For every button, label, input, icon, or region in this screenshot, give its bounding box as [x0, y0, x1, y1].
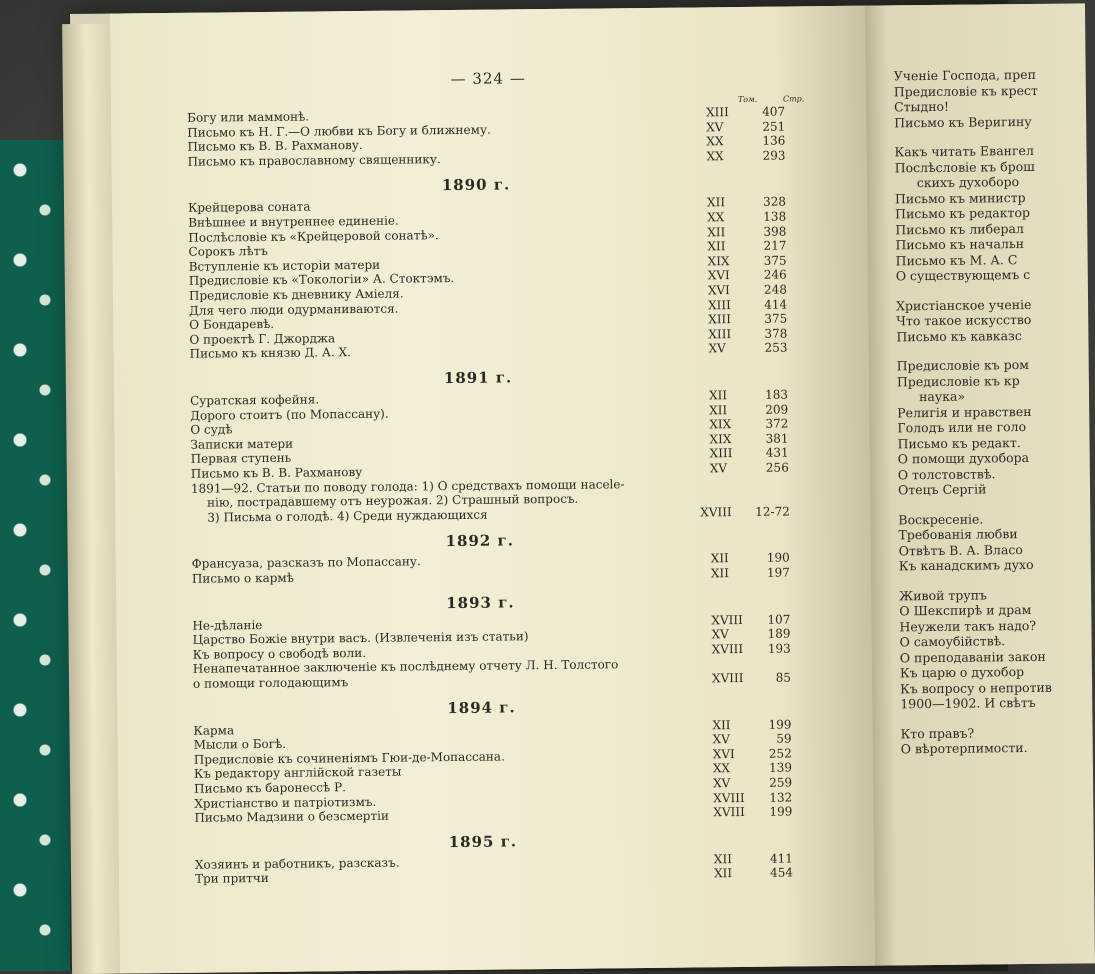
right-page-line: 1900—1902. И свѣтъ — [900, 694, 1036, 712]
right-page-line: О преподаваніи закон — [899, 648, 1046, 665]
toc-entry-page: 372 — [765, 416, 789, 431]
toc-entry-volume: XVIII — [711, 670, 744, 686]
year-heading: 1894 г. — [447, 697, 516, 717]
toc-entry-volume: XIII — [708, 312, 732, 327]
toc-entry-title: Три притчи — [194, 871, 269, 887]
toc-entry-page: 256 — [765, 460, 789, 475]
open-book — [70, 4, 1052, 974]
right-page-line: Предисловіе къ крест — [893, 82, 1039, 99]
toc-entry-title: Письмо къ В. В. Рахманову. — [187, 138, 363, 154]
right-page-line: Письмо къ министр — [894, 189, 1026, 206]
toc-entry-volume: XV — [706, 119, 724, 134]
toc-entry-volume: XVIII — [700, 504, 732, 520]
right-page-line: Воскресеніе. — [898, 510, 984, 527]
right-page-line: Письмо къ кавказс — [896, 327, 1022, 344]
toc-entry-volume: XVIII — [711, 612, 743, 627]
toc-multiline-text: 1891—92. Статьи по поводу голода: 1) О средствахъ помощи насele- — [190, 476, 625, 496]
toc-multiline-text: 3) Письма о голодѣ. 4) Среди нуждающихся — [207, 507, 488, 525]
toc-entry-title: Богу или маммонѣ. — [187, 109, 310, 125]
toc-entry-volume: XII — [707, 239, 726, 254]
right-page-line: Христіанское ученіе — [896, 296, 1032, 313]
right-page-line: Что такое искусство — [896, 311, 1032, 329]
toc-entry-page: 398 — [763, 224, 787, 239]
right-page-line: Предисловіе къ кр — [896, 372, 1020, 389]
toc-entry-volume: XIII — [708, 297, 731, 312]
toc-entry-page: 139 — [768, 760, 793, 776]
toc-entry-page: 183 — [765, 387, 789, 402]
toc-entry-title: Письмо къ Н. Г.—О любви къ Богу и ближнему. — [187, 122, 491, 140]
right-page-line: Голодъ или не голо — [897, 419, 1027, 436]
toc-entry-page: 259 — [769, 775, 793, 790]
toc-entry-volume: XVI — [712, 746, 735, 762]
toc-entry-page: 328 — [763, 194, 787, 210]
right-page-line: скихъ духоборо — [916, 174, 1020, 191]
toc-entry-volume: XII — [712, 717, 731, 732]
toc-entry-page: 85 — [775, 670, 792, 685]
toc-entry-title: о помощи голодающимъ — [192, 675, 349, 691]
toc-entry-page: 12-72 — [755, 504, 790, 519]
right-page-line: О самоубійствѣ. — [899, 633, 1006, 650]
right-page-line: Отвѣтъ В. А. Власо — [898, 541, 1023, 558]
right-page-line: Къ царю о духобор — [899, 664, 1025, 681]
year-heading: 1890 г. — [441, 175, 511, 195]
toc-entry-page: 197 — [766, 565, 790, 580]
toc-entry-title: Крейцерова соната — [187, 199, 311, 216]
right-page-line: О вѣротерпимости. — [900, 740, 1028, 757]
toc-entry-volume: XX — [706, 134, 724, 149]
toc-entry-title: Записки матери — [190, 436, 294, 452]
toc-entry-volume: XX — [707, 210, 725, 225]
volume-column-header: Том. — [737, 94, 758, 105]
toc-entry-title: Карма — [193, 722, 235, 738]
toc-entry-page: 252 — [768, 746, 792, 761]
toc-entry-page: 414 — [764, 297, 788, 312]
toc-entry-title: О судѣ — [190, 422, 233, 437]
toc-entry-page: 381 — [765, 431, 789, 446]
toc-entry-title: Письмо о кармѣ — [191, 570, 295, 586]
toc-entry-page: 189 — [767, 626, 791, 641]
toc-entry-title: Хозяинъ и работникъ, разсказъ. — [194, 855, 400, 872]
toc-entry-volume: XIX — [709, 431, 732, 447]
toc-entry-title: Предисловіе къ «Токологіи» А. Стоктэмъ. — [188, 271, 455, 289]
toc-entry-title: Суратская кофейня. — [189, 392, 320, 408]
toc-entry-title: Предисловіе къ дневнику Амiеля. — [188, 286, 404, 303]
toc-entry-page: 132 — [769, 790, 793, 805]
right-page-line: Ученіе Господа, преп — [893, 66, 1036, 84]
toc-entry-page: 454 — [770, 865, 794, 881]
toc-entry-page: 193 — [767, 641, 791, 656]
right-page-line: О существующемъ с — [895, 266, 1031, 284]
toc-entry-volume: XII — [706, 195, 726, 210]
right-page-line: О Шекспирѣ и драм — [899, 601, 1032, 619]
toc-entry-volume: XIII — [708, 326, 732, 342]
toc-entry-volume: XV — [709, 461, 728, 476]
toc-entry-page: 217 — [763, 238, 787, 253]
toc-entry-title: Первая ступень — [190, 451, 292, 467]
toc-entry-title: Письмо къ В. В. Рахманову — [190, 464, 363, 481]
toc-entry-title: Внѣшнее и внутреннее единеніе. — [188, 213, 399, 230]
toc-entry-title: Письмо къ православному священнику. — [187, 151, 441, 169]
toc-entry-title: Письмо къ баронессѣ Р. — [194, 780, 346, 796]
toc-entry-title: Не-дѣланіе — [192, 617, 263, 633]
toc-entry-page: 209 — [765, 402, 789, 417]
toc-entry-volume: XX — [706, 148, 724, 164]
right-page-line: Письмо къ редактор — [895, 204, 1031, 222]
toc-entry-title: Предисловіе къ сочиненіямъ Гюи-де-Мопассана. — [193, 749, 505, 767]
toc-entry-page: 107 — [767, 612, 791, 627]
toc-entry-title: Письмо Мадзини о безсмертіи — [194, 808, 389, 825]
right-page-line: Къ канадскимъ духо — [898, 556, 1034, 574]
toc-entry-volume: XIII — [705, 105, 729, 120]
toc-entry-page: 375 — [764, 311, 788, 326]
toc-entry-volume: XV — [713, 776, 731, 791]
toc-entry-title: Христіанство и патріотизмъ. — [194, 794, 377, 811]
right-page-line: Письмо къ редакт. — [897, 434, 1021, 451]
toc-entry-volume: XIX — [707, 253, 730, 269]
right-page-line: Письмо къ начальн — [895, 236, 1025, 253]
right-page-line: О толстовствѣ. — [897, 465, 996, 482]
right-page-line: Отецъ Сергій — [897, 481, 987, 498]
toc-entry-page: 378 — [764, 326, 788, 341]
toc-entry-title: Для чего люди одурманиваются. — [189, 301, 399, 318]
right-page-line: Кто правъ? — [900, 725, 975, 741]
toc-entry-title: Дорого стоитъ (по Мопассану). — [190, 406, 389, 423]
toc-entry-volume: XVIII — [711, 641, 744, 657]
toc-entry-title: Сорокъ лѣтъ — [188, 244, 268, 259]
left-page — [110, 6, 875, 974]
toc-entry-volume: XII — [708, 388, 728, 403]
right-page-line: Стыдно! — [893, 98, 950, 115]
right-page-line: Неужели такъ надо? — [899, 617, 1037, 634]
right-page-line: Послѣсловіе къ брош — [894, 158, 1035, 175]
toc-entry-page: 375 — [763, 253, 787, 268]
toc-entry-title: Вступленіе къ исторіи матери — [188, 257, 381, 274]
toc-entry-volume: XIII — [709, 446, 733, 461]
toc-entry-volume: XV — [711, 627, 729, 642]
toc-entry-volume: XII — [709, 402, 728, 417]
toc-entry-page: 246 — [763, 267, 787, 283]
right-page-line: наука» — [918, 388, 966, 405]
toc-entry-page: 293 — [762, 148, 786, 163]
year-heading: 1891 г. — [443, 368, 513, 388]
right-page-line: О помощи духобора — [897, 449, 1030, 467]
toc-entry-title: Мысли о Богѣ. — [193, 736, 287, 752]
toc-entry-title: Царство Божіе внутри васъ. (Извлеченія изъ статьи) — [192, 629, 529, 647]
right-page-line: Письмо къ либерал — [895, 220, 1024, 237]
toc-entry-page: 431 — [765, 445, 789, 461]
toc-entry-volume: XV — [708, 341, 726, 356]
right-page-line: Къ вопросу о непротив — [900, 679, 1052, 696]
year-heading: 1895 г. — [448, 832, 518, 851]
toc-entry-volume: XII — [713, 851, 732, 867]
toc-entry-title: Письмо къ князю Д. А. Х. — [189, 345, 352, 362]
toc-entry-title: Послѣсловіе къ «Крейцеровой сонатѣ». — [188, 227, 439, 245]
right-page-line: Требованія любви — [898, 526, 1018, 543]
toc-multiline-text: нію, пострадавшему отъ неурожая. 2) Страшный вопросъ. — [207, 491, 579, 510]
toc-entry-volume: XVI — [707, 283, 730, 298]
right-page-line: Религія и нравствен — [897, 403, 1032, 420]
right-page-line: Письмо къ Веригину — [894, 113, 1032, 130]
toc-entry-page: 248 — [763, 282, 787, 297]
right-page — [865, 3, 1095, 965]
toc-entry-volume: XIX — [709, 417, 732, 432]
toc-entry-volume: XII — [713, 866, 733, 881]
toc-entry-page: 59 — [776, 731, 792, 746]
toc-entry-volume: XVIII — [713, 805, 745, 820]
toc-entry-title: О Бондаревѣ. — [189, 317, 275, 332]
toc-entry-volume: XII — [710, 566, 729, 581]
year-heading: 1893 г. — [446, 592, 515, 612]
toc-entry-page: 138 — [763, 209, 787, 224]
toc-entry-title: О проектѣ Г. Джорджа — [189, 331, 336, 347]
toc-entry-volume: XII — [707, 224, 726, 239]
toc-entry-volume: XVI — [707, 268, 730, 283]
toc-entry-page: 251 — [762, 119, 786, 134]
toc-entry-volume: XX — [712, 761, 731, 776]
toc-entry-page: 253 — [764, 340, 788, 356]
toc-entry-title: Къ вопросу о свободѣ воли. — [192, 645, 367, 662]
toc-entry-page: 190 — [766, 550, 790, 566]
toc-entry-volume: XII — [710, 551, 729, 566]
right-page-line: Предисловіе къ ром — [896, 356, 1030, 374]
page-number: — 324 — — [450, 69, 526, 89]
toc-entry-page: 411 — [769, 851, 793, 866]
toc-entry-title: Франсуаза, разсказъ по Мопассану. — [191, 554, 421, 572]
floral-fabric — [0, 140, 70, 971]
year-heading: 1892 г. — [445, 531, 515, 551]
toc-entry-title: Къ редактору англійской газеты — [193, 764, 402, 782]
page-column-header: Стр. — [782, 94, 805, 104]
toc-entry-page: 136 — [762, 133, 786, 148]
toc-entry-page: 199 — [769, 804, 793, 819]
right-page-line: Живой трупъ — [899, 586, 988, 603]
toc-entry-page: 199 — [768, 717, 792, 732]
right-page-line: Какъ читать Евангел — [894, 142, 1034, 160]
toc-entry-page: 407 — [762, 104, 786, 119]
toc-entry-volume: XV — [712, 732, 730, 747]
right-page-line: Письмо къ М. А. С — [895, 251, 1018, 268]
toc-entry-title: Ненапечатанное заключеніе къ послѣднему отчету Л. Н. Толстого — [192, 657, 619, 677]
toc-entry-volume: XVIII — [713, 790, 745, 805]
